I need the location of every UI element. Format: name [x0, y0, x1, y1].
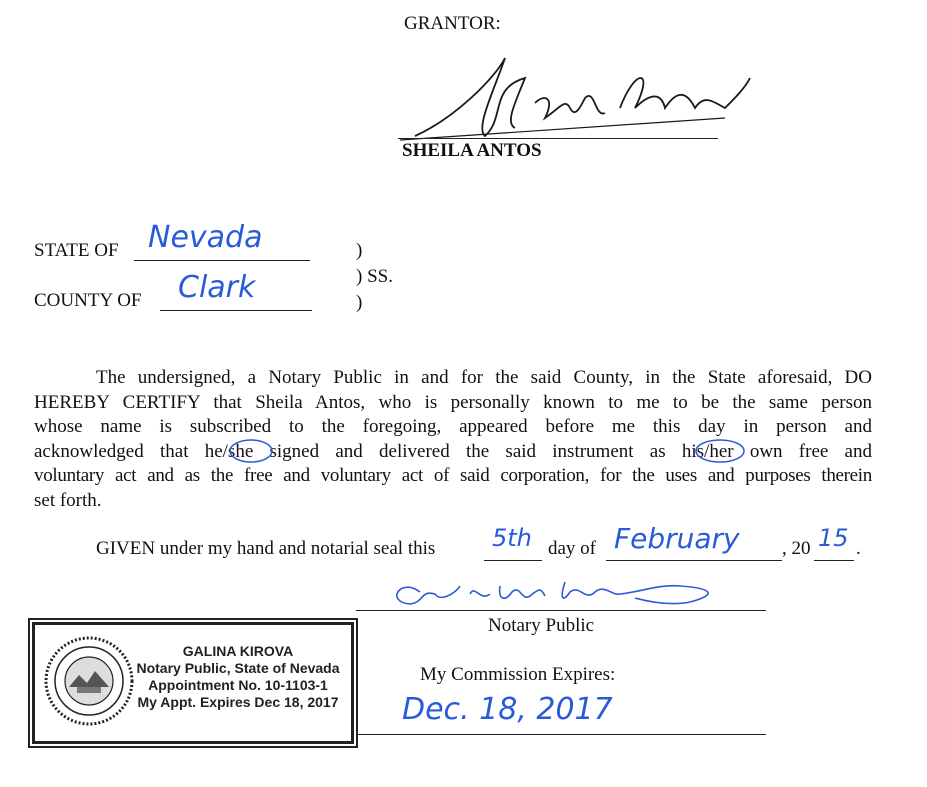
given-year-field [814, 524, 854, 561]
commission-field [356, 694, 766, 735]
state-field [134, 220, 310, 261]
stamp-expires: My Appt. Expires Dec 18, 2017 [137, 694, 339, 710]
grantor-signature-line [398, 138, 718, 139]
state-value: Nevada [148, 220, 263, 255]
given-end: . [856, 538, 861, 559]
given-year-value: 15 [818, 524, 849, 552]
given-month-value: February [614, 522, 740, 555]
state-label: STATE OF [34, 240, 119, 261]
certificate-line-4: acknowledged that he/she signed and delivered the said instrument as his/her own free and [34, 440, 872, 462]
given-month-field [606, 522, 782, 561]
given-prefix: GIVEN under my hand and notarial seal this [96, 538, 436, 559]
stamp-text-block [131, 643, 345, 711]
grantor-label: GRANTOR: [404, 13, 501, 34]
given-day-value: 5th [492, 524, 532, 552]
certificate-line-2: HEREBY CERTIFY that Sheila Antos, who is personally known to me to be the same person [34, 391, 872, 413]
county-value: Clark [178, 270, 256, 305]
venue-ss: ) SS. [356, 266, 393, 287]
certificate-line-3: whose name is subscribed to the foregoing, appeared before me this day in person and [34, 416, 872, 437]
certificate-line-1: The undersigned, a Notary Public in and for the said County, in the State aforesaid, DO [96, 367, 872, 388]
certificate-line-5: voluntary act and as the free and voluntary act of said corporation, for the uses and purposes therein [34, 465, 872, 486]
stamp-name: GALINA KIROVA [182, 643, 294, 659]
stamp-appointment: Appointment No. 10-1103-1 [148, 677, 328, 693]
commission-label: My Commission Expires: [420, 664, 616, 685]
notary-signature-line [356, 610, 766, 611]
commission-value: Dec. 18, 2017 [402, 692, 613, 727]
notary-label: Notary Public [488, 615, 595, 636]
given-year-prefix: , 20 [782, 538, 811, 559]
grantor-name: SHEILA ANTOS [402, 140, 542, 161]
given-day-field [484, 524, 542, 561]
notary-stamp [32, 622, 354, 744]
county-label: COUNTY OF [34, 290, 142, 311]
venue-paren-1: ) [356, 240, 363, 261]
certificate-line-6: set forth. [34, 489, 102, 511]
pen-circle-her [694, 437, 746, 465]
certificate-paragraph [34, 366, 872, 513]
county-field [160, 270, 312, 311]
venue-paren-3: ) [356, 292, 363, 313]
stamp-title: Notary Public, State of Nevada [136, 660, 340, 676]
nevada-seal-icon [43, 635, 135, 727]
notary-signature [380, 572, 730, 612]
pen-circle-she [228, 437, 274, 465]
grantor-signature [395, 48, 755, 148]
given-day-word: day of [548, 538, 597, 559]
